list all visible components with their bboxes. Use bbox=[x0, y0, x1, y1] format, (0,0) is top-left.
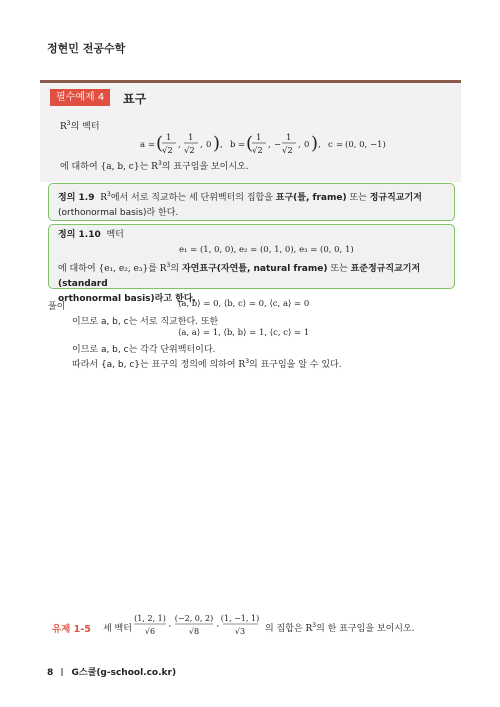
svg-text:,: , bbox=[220, 140, 223, 150]
example-line1-suffix: 의 벡터 bbox=[70, 122, 100, 132]
svg-text:,: , bbox=[298, 140, 301, 150]
v1-denominator: √6 bbox=[144, 627, 156, 636]
svg-text:): ) bbox=[311, 133, 319, 154]
solution-eq2: ⟨a, a⟩ = 1, ⟨b, b⟩ = 1, ⟨c, c⟩ = 1 bbox=[178, 328, 310, 338]
exercise-label: 유제 1-5 bbox=[52, 624, 91, 635]
b-num1: 1 bbox=[256, 133, 262, 143]
space-superscript: 3 bbox=[66, 120, 71, 127]
v1-numerator: (1, 2, 1) bbox=[134, 614, 166, 623]
space-symbol-6: R bbox=[305, 624, 313, 634]
svg-text:=: = bbox=[238, 140, 246, 150]
v2-numerator: (−2, 0, 2) bbox=[174, 614, 214, 623]
b-minus: − bbox=[274, 140, 282, 150]
vector-c-value: (0, 0, −1) bbox=[345, 140, 386, 150]
solution-line2: 이므로 a, b, c는 서로 직교한다. 또한 bbox=[72, 317, 219, 327]
svg-text:(: ( bbox=[156, 133, 164, 154]
a-den1: √2 bbox=[162, 146, 173, 156]
solution-line5 bbox=[72, 357, 342, 370]
definition-1-10-text-c: 의 bbox=[170, 264, 180, 274]
footer bbox=[47, 665, 176, 678]
svg-text:(: ( bbox=[246, 133, 254, 154]
example-line3-suffix: 의 표구임을 보이시오. bbox=[161, 162, 249, 172]
exercise-suffix bbox=[265, 621, 415, 634]
set-e: {e₁, e₂, e₃} bbox=[98, 264, 149, 274]
page-number: 8 bbox=[47, 668, 54, 678]
svg-text:): ) bbox=[213, 133, 221, 154]
definition-1-9-box bbox=[48, 183, 455, 221]
v3-numerator: (1, −1, 1) bbox=[220, 614, 260, 623]
svg-text:,: , bbox=[216, 619, 220, 628]
vector-c-name: c bbox=[328, 140, 333, 150]
space-superscript-4: 3 bbox=[166, 262, 171, 269]
v3-denominator: √3 bbox=[234, 627, 246, 636]
definition-1-9-term-orthonormal: 정규직교기저 bbox=[369, 193, 422, 203]
space-symbol-2: R bbox=[151, 162, 158, 172]
definition-1-9-label: 정의 1.9 bbox=[58, 193, 95, 203]
svg-text:=: = bbox=[336, 140, 344, 150]
definition-1-10-text-d: 또는 bbox=[330, 264, 348, 274]
definition-1-10-text-b: 를 bbox=[148, 264, 157, 274]
standard-basis-formula: e₁ = (1, 0, 0), e₂ = (0, 1, 0), e₃ = (0, 0, 1) bbox=[179, 245, 354, 255]
page-header-title: 정현민 전공수학 bbox=[47, 42, 126, 55]
example-title: 표구 bbox=[123, 92, 147, 106]
exercise-vectors-formula bbox=[132, 611, 262, 639]
a-comp3: 0 bbox=[206, 140, 212, 150]
b-comp3: 0 bbox=[304, 140, 310, 150]
solution-line5-a: 따라서 {a, b, c}는 표구의 정의에 의하여 bbox=[72, 360, 236, 370]
space-superscript-6: 3 bbox=[312, 622, 317, 629]
set-abc: {a, b, c} bbox=[100, 162, 140, 172]
example-line3-prefix: 에 대하여 bbox=[60, 162, 98, 172]
space-symbol-3: R bbox=[100, 193, 107, 203]
b-den2: √2 bbox=[282, 146, 293, 156]
definition-1-10-label-suffix: 벡터 bbox=[106, 230, 124, 240]
svg-text:,: , bbox=[178, 140, 181, 150]
svg-text:,: , bbox=[268, 140, 271, 150]
vector-b-name: b bbox=[230, 140, 236, 150]
footer-site: G스쿨(g-school.co.kr) bbox=[71, 668, 177, 678]
space-superscript-3: 3 bbox=[106, 191, 111, 198]
footer-separator bbox=[61, 668, 63, 676]
vector-a-name: a bbox=[140, 140, 146, 150]
definition-1-10-text-a: 에 대하여 bbox=[58, 264, 96, 274]
b-num2: 1 bbox=[286, 133, 292, 143]
a-num1: 1 bbox=[166, 133, 172, 143]
example-label: 필수예제 4 bbox=[50, 89, 110, 106]
exercise-suffix-b: 의 한 표구임을 보이시오. bbox=[316, 624, 415, 634]
definition-1-10-label: 정의 1.10 bbox=[58, 230, 101, 240]
space-symbol-5: R bbox=[238, 360, 246, 370]
solution-line4: 이므로 a, b, c는 각각 단위벡터이다. bbox=[72, 345, 216, 355]
example-line3 bbox=[60, 159, 249, 172]
a-num2: 1 bbox=[188, 133, 194, 143]
v2-denominator: √8 bbox=[188, 627, 200, 636]
definition-1-10-term-natural-frame: 자연표구(자연틀, natural frame) bbox=[181, 264, 328, 274]
svg-text:,: , bbox=[168, 619, 172, 628]
svg-text:,: , bbox=[200, 140, 203, 150]
solution-label: 풀이 bbox=[48, 302, 66, 312]
definition-1-10-line3: orthonormal basis)라고 한다. bbox=[58, 294, 196, 304]
exercise-prefix: 세 벡터 bbox=[103, 624, 132, 634]
definition-1-10-term-standard: 표준정규직교기저(standard bbox=[58, 264, 421, 289]
svg-text:=: = bbox=[148, 140, 156, 150]
svg-text:,: , bbox=[318, 140, 321, 150]
a-den2: √2 bbox=[184, 146, 195, 156]
solution-eq1: ⟨a, b⟩ = 0, ⟨b, c⟩ = 0, ⟨c, a⟩ = 0 bbox=[178, 299, 310, 309]
example-line1 bbox=[60, 119, 100, 132]
space-symbol: R bbox=[60, 122, 67, 132]
space-superscript-5: 3 bbox=[245, 358, 250, 365]
definition-1-9-text-b: 또는 bbox=[349, 193, 367, 203]
definition-1-9-line2: (orthonormal basis)라 한다. bbox=[58, 208, 179, 218]
example-line3-mid: 는 bbox=[139, 162, 149, 172]
example-vectors-formula bbox=[140, 130, 440, 158]
solution-line5-b: 의 표구임을 알 수 있다. bbox=[249, 360, 342, 370]
space-superscript-2: 3 bbox=[157, 160, 162, 167]
definition-1-9-term-frame: 표구(틀, frame) bbox=[275, 193, 347, 203]
b-den1: √2 bbox=[252, 146, 263, 156]
space-symbol-4: R bbox=[159, 264, 167, 274]
definition-1-9-text-a: 에서 서로 직교하는 세 단위벡터의 집합을 bbox=[110, 193, 273, 203]
exercise-suffix-a: 의 집합은 bbox=[265, 624, 303, 634]
